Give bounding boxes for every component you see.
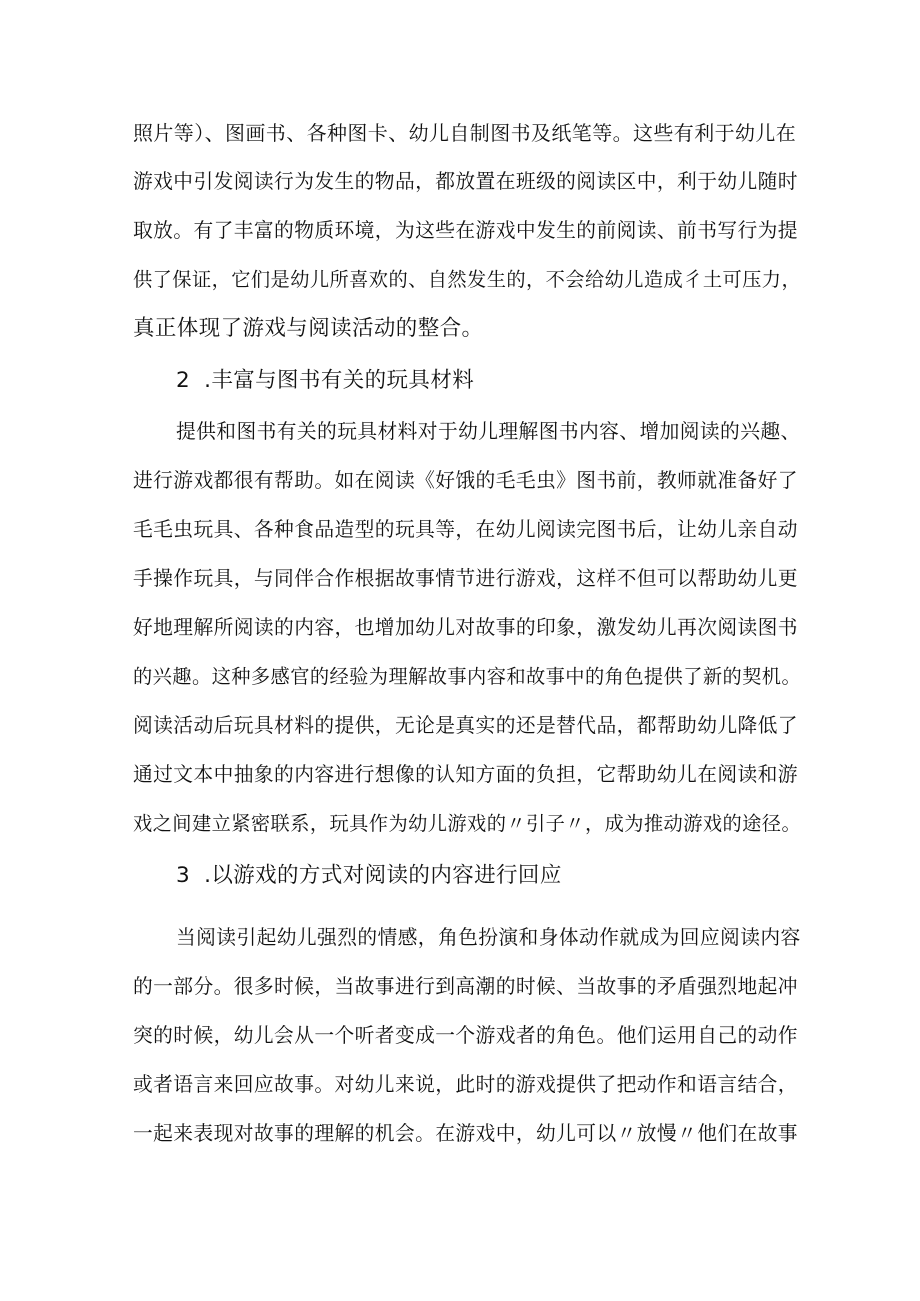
paragraph-3-line-2: 的一部分。很多时候，当故事进行到高潮的时候、当故事的矛盾强烈地起冲 bbox=[133, 975, 798, 998]
section-heading-2-number: 2 bbox=[176, 368, 191, 393]
paragraph-2-line-7: 阅读活动后玩具材料的提供，无论是真实的还是替代品，都帮助幼儿降低了 bbox=[133, 714, 798, 737]
paragraph-2-line-2: 进行游戏都很有帮助。如在阅读《好饿的毛毛虫》图书前，教师就准备好了 bbox=[133, 469, 798, 492]
section-heading-2-title: .丰富与图书有关的玩具材料 bbox=[204, 368, 475, 393]
paragraph-3-line-5: 一起来表现对故事的理解的机会。在游戏中，幼儿可以〃放慢〃他们在故事 bbox=[133, 1122, 798, 1145]
paragraph-1-line-3: 取放。有了丰富的物质环境，为这些在游戏中发生的前阅读、前书写行为提 bbox=[133, 219, 798, 242]
paragraph-2-line-3: 毛毛虫玩具、各种食品造型的玩具等，在幼儿阅读完图书后，让幼儿亲自动 bbox=[133, 518, 798, 541]
paragraph-3-line-4: 或者语言来回应故事。对幼儿来说，此时的游戏提供了把动作和语言结合， bbox=[133, 1073, 798, 1096]
section-heading-2 bbox=[176, 366, 846, 396]
paragraph-1-line-2: 游戏中引发阅读行为发生的物品，都放置在班级的阅读区中，利于幼儿随时 bbox=[133, 170, 798, 193]
paragraph-3-line-1: 当阅读引起幼儿强烈的情感，角色扮演和身体动作就成为回应阅读内容 bbox=[176, 926, 801, 949]
paragraph-2-line-5: 好地理解所阅读的内容，也增加幼儿对故事的印象，激发幼儿再次阅读图书 bbox=[133, 616, 798, 639]
paragraph-2-line-8: 通过文本中抽象的内容进行想像的认知方面的负担，它帮助幼儿在阅读和游 bbox=[133, 763, 798, 786]
paragraph-1-line-1: 照片等）、图画书、各种图卡、幼儿自制图书及纸笔等。这些有利于幼儿在 bbox=[133, 121, 797, 145]
section-heading-3-number: 3 bbox=[176, 863, 191, 888]
paragraph-2-line-1: 提供和图书有关的玩具材料对于幼儿理解图书内容、增加阅读的兴趣、 bbox=[176, 420, 801, 443]
paragraph-2-line-4: 手操作玩具，与同伴合作根据故事情节进行游戏，这样不但可以帮助幼儿更 bbox=[133, 567, 798, 590]
section-heading-3 bbox=[176, 861, 846, 891]
paragraph-2-line-9: 戏之间建立紧密联系，玩具作为幼儿游戏的〃引子〃，成为推动游戏的途径。 bbox=[133, 812, 802, 835]
paragraph-1-line-4: 供了保证，它们是幼儿所喜欢的、自然发生的，不会给幼儿造成彳土可压力， bbox=[133, 268, 802, 291]
paragraph-2-line-6: 的兴趣。这种多感官的经验为理解故事内容和故事中的角色提供了新的契机。 bbox=[133, 665, 802, 688]
paragraph-3-line-3: 突的时候，幼儿会从一个听者变成一个游戏者的角色。他们运用自己的动作 bbox=[133, 1024, 798, 1047]
section-heading-3-title: .以游戏的方式对阅读的内容进行回应 bbox=[204, 863, 562, 888]
paragraph-1-line-5: 真正体现了游戏与阅读活动的整合。 bbox=[133, 316, 484, 341]
